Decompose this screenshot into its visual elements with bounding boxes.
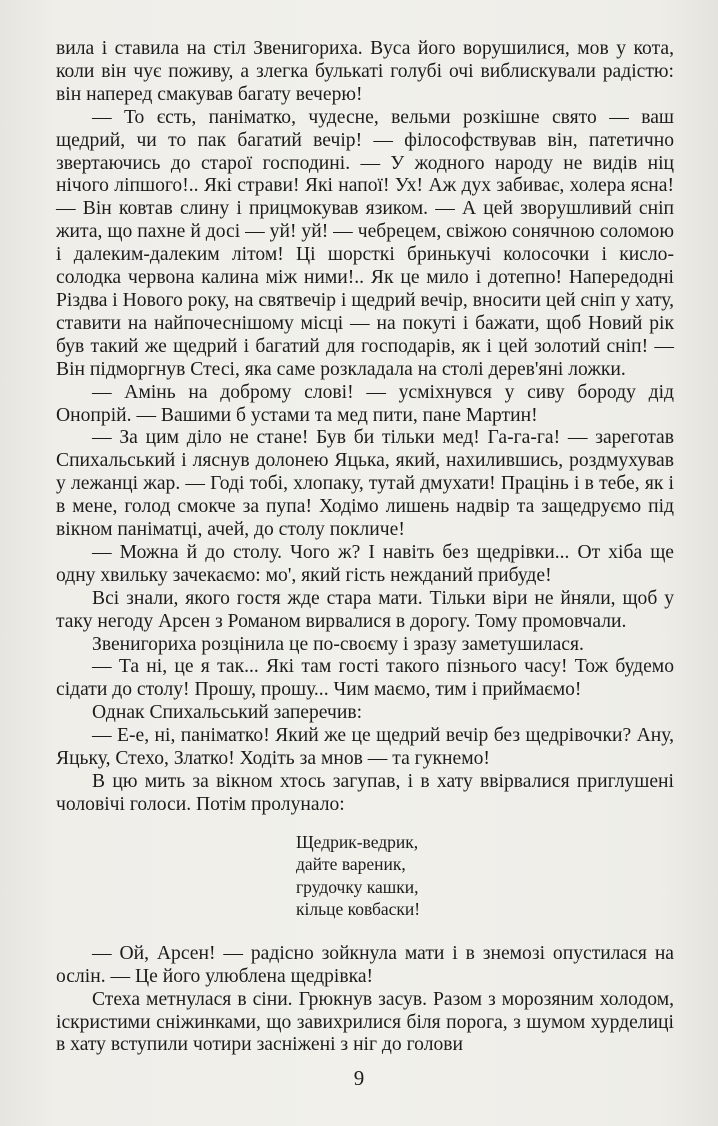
- paragraph: Однак Спихальський заперечив:: [92, 702, 363, 724]
- poem-verse: [296, 831, 674, 921]
- paragraph: Стеха метнулася в сіни. Грюкнув засув. Разом з морозяним холодом, іскристими сніжинками, що завихрилися біля порога, з шумом хурделиці в хату вступили чотири засніжені з ніг до голови: [56, 988, 674, 1056]
- poem-line: грудочку кашки,: [296, 876, 419, 897]
- paragraph: В цю мить за вікном хтось загупав, і в хату ввірвалися приглушені чоловічі голоси. Потім пролунало:: [56, 771, 674, 815]
- paragraph: — То єсть, паніматко, чудесне, вельми розкішне свято — ваш щедрий, чи то пак багатий вечір! — філософствував він, патетично звертаючись до старої господині. — У жодного народу не видів ніц нічого ліпшого!.. Які страви! Які напої! Ух! Аж дух забиває, холера ясна! — Він ковтав слину і прицмокував язиком. — А цей зворушливий сніп жита, що пахне й досі — уй! уй! — чебрецем, свіжою сонячною соломою і далеким-далеким літом! Ці шорсткі бринькучі колосочки і кисло-солодка червона калина між ними!.. Як це мило і дотепно! Напередодні Різдва і Нового року, на святвечір і щедрий вечір, вносити цей сніп у хату, ставити на найпочеснішому місці — на покуті і бажати, щоб Новий рік був такий же щедрий і багатий для господарів, як і цей золотий сніп! — Він підморгнув Стесі, яка саме розкладала на столі дерев'яні ложки.: [56, 106, 674, 380]
- poem-line: Щедрик-ведрик,: [296, 831, 419, 852]
- body-text: [56, 38, 674, 1057]
- paragraph: — Можна й до столу. Чого ж? І навіть без щедрівки... От хіба ще одну хвильку зачекаємо: мо', який гість нежданий прибуде!: [56, 541, 674, 586]
- paragraph: — Ой, Арсен! — радісно зойкнула мати і в знемозі опустилася на ослін. — Це його улюблена щедрівка!: [56, 942, 674, 987]
- paragraph: Всі знали, якого гостя жде стара мати. Тільки віри не йняли, щоб у таку негоду Арсен з Романом вирвалися в дорогу. Тому промовчали.: [56, 587, 674, 632]
- paragraph: — За цим діло не стане! Був би тільки мед! Га-га-га! — зареготав Спихальський і ляснув долонею Яцька, який, нахилившись, роздмухував у лежанці жар. — Годі тобі, хлопаку, тутай дмухати! Працінь і в тебе, як і в мене, голод смокче за пупа! Ходімо лишень надвір та защедруємо під вікном паніматці, ачей, до столу покличе!: [56, 427, 674, 541]
- poem-line: дайте вареник,: [296, 854, 406, 875]
- page-number: 9: [353, 1066, 365, 1090]
- paragraph: — Та ні, це я так... Які там гості такого пізнього часу! Тож будемо сідати до столу! Прошу, прошу... Чим маємо, тим і приймаємо!: [56, 656, 674, 701]
- paragraph: — Е-е, ні, паніматко! Який же це щедрий вечір без щедрівочки? Ану, Яцьку, Стехо, Златко! Ходіть за мнов — та гукнемо!: [56, 725, 674, 770]
- paragraph: Звенигориха розцінила це по-своєму і зразу заметушилася.: [92, 633, 584, 655]
- paragraph: — Амінь на доброму слові! — усміхнувся у сиву бороду дід Онопрій. — Вашими б устами та мед пити, пане Мартин!: [56, 381, 674, 426]
- poem-line: кільце ковбаски!: [296, 899, 421, 920]
- paragraph: вила і ставила на стіл Звенигориха. Вуса його ворушилися, мов у кота, коли він чує поживу, а злегка булькаті голубі очі виблискували радістю: він наперед смакував багату вечерю!: [56, 38, 674, 105]
